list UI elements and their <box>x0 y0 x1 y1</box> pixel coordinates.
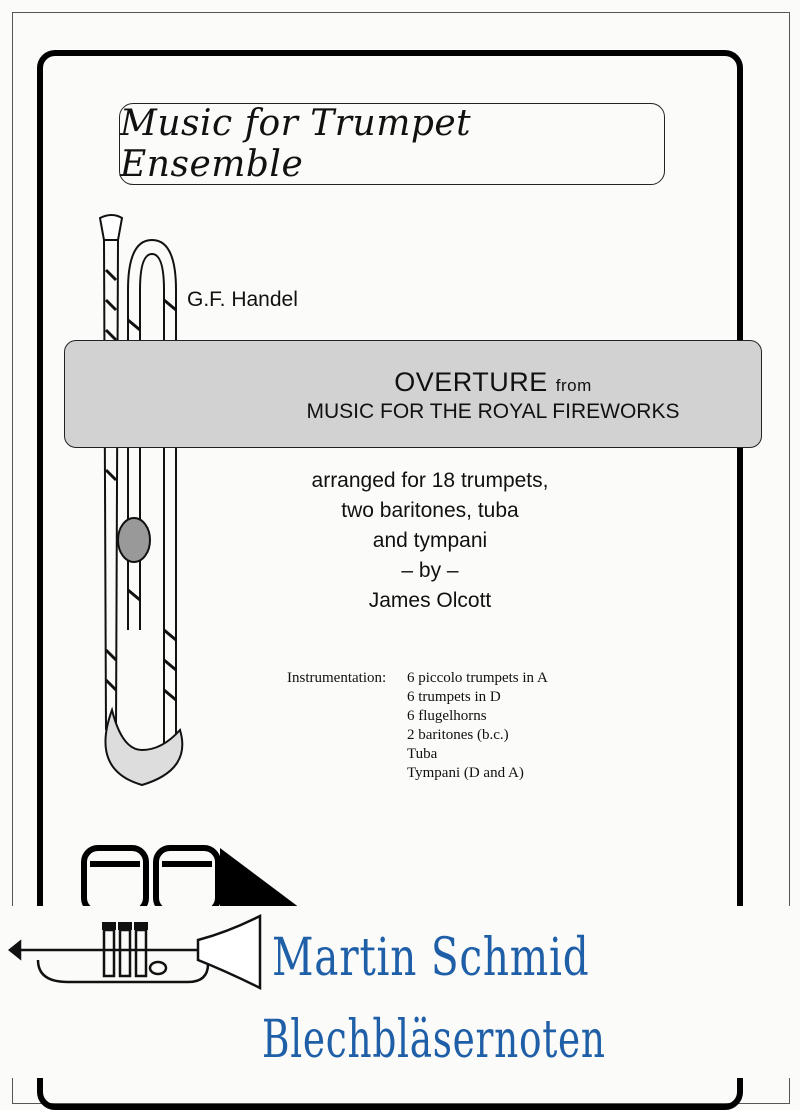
arrangement-line: two baritones, tuba <box>341 499 519 522</box>
arrangement-line: – by – <box>401 559 459 582</box>
arranger-name: James Olcott <box>368 589 492 612</box>
instrumentation-list <box>407 669 548 783</box>
series-title-box <box>119 103 665 185</box>
composer-name: G.F. Handel <box>187 288 298 311</box>
watermark-line-2: Blechbläsernoten <box>262 1010 606 1070</box>
title-box <box>64 340 762 448</box>
arrangement-block <box>250 466 610 616</box>
arrangement-line: and tympani <box>372 529 488 552</box>
instrument-item: 6 trumpets in D <box>407 689 501 705</box>
title-subtitle: MUSIC FOR THE ROYAL FIREWORKS <box>306 400 680 423</box>
instrument-item: 6 flugelhorns <box>407 708 487 724</box>
instrument-item: 6 piccolo trumpets in A <box>407 670 548 686</box>
series-title: Music for Trumpet Ensemble <box>120 103 472 185</box>
title-line <box>65 367 761 398</box>
instrument-item: Tuba <box>407 746 438 762</box>
instrumentation-block <box>287 669 548 783</box>
watermark-line-1: Martin Schmid <box>272 928 590 988</box>
instrument-item: 2 baritones (b.c.) <box>407 727 509 743</box>
title-main: OVERTURE <box>394 367 548 397</box>
title-connector: from <box>555 376 592 395</box>
baroque-trumpet-illustration <box>92 210 202 790</box>
arrangement-line: arranged for 18 trumpets, <box>311 469 549 492</box>
instrument-item: Tympani (D and A) <box>407 765 524 781</box>
trumpet-watermark-icon <box>8 912 268 1002</box>
instrumentation-label: Instrumentation: <box>287 670 387 686</box>
